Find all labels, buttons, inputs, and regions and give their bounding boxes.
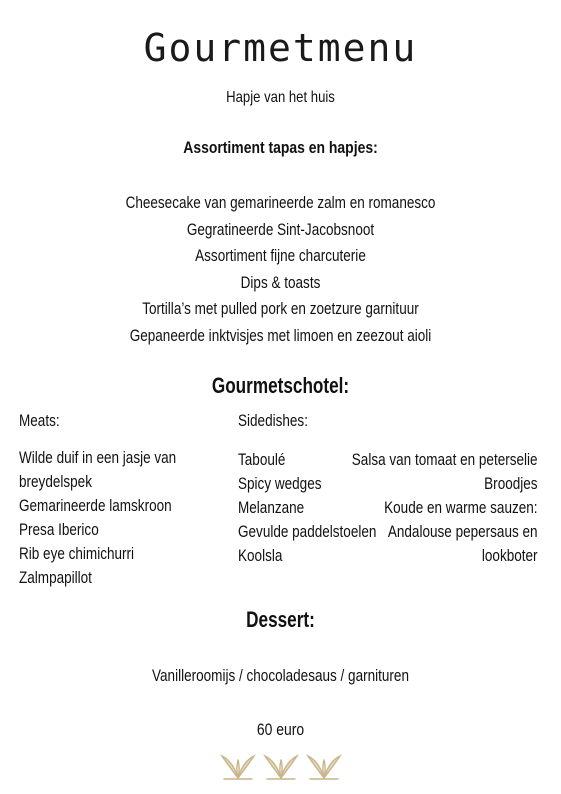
sidedish-item: Spicy wedges — [238, 475, 322, 493]
sidedishes-label: Sidedishes: — [238, 412, 308, 430]
sidedish-item: Broodjes — [484, 475, 538, 493]
sidedish-item: Taboulé — [238, 451, 286, 469]
meat-item: Zalmpapillot — [19, 569, 92, 587]
tapas-item: Assortiment fijne charcuterie — [195, 247, 366, 265]
meat-item: Gemarineerde lamskroon — [19, 497, 172, 515]
meat-item: Rib eye chimichurri — [19, 545, 135, 563]
gourmet-heading: Gourmetschotel: — [211, 373, 350, 398]
meats-label: Meats: — [19, 412, 60, 430]
leaf-ornament-icon — [220, 752, 342, 782]
leaf-ornament-1 — [222, 756, 254, 779]
meats-list — [19, 446, 208, 590]
tapas-item: Gepaneerde inktvisjes met limoen en zeezout aioli — [129, 326, 432, 345]
menu-title: Gourmetmenu — [143, 26, 418, 70]
sidedish-item: lookboter — [482, 547, 538, 565]
sidedish-item: Melanzane — [238, 499, 305, 517]
tapas-list — [0, 190, 561, 349]
tapas-item: Gegratineerde Sint-Jacobsnoot — [186, 220, 375, 239]
menu-price: 60 euro — [256, 720, 305, 739]
sidedish-item: Gevulde paddelstoelen — [238, 523, 377, 541]
tapas-item: Tortilla’s met pulled pork en zoetzure garnituur — [142, 300, 419, 318]
meat-item: Presa Iberico — [19, 521, 99, 539]
dessert-description: Vanilleroomijs / chocoladesaus / garnituren — [152, 667, 409, 685]
sidedish-item: Andalouse pepersaus en — [388, 523, 538, 541]
sidedish-item: Koolsla — [238, 547, 283, 565]
leaf-ornament-3 — [308, 756, 340, 779]
dessert-heading: Dessert: — [246, 607, 315, 632]
leaf-ornament-2 — [265, 756, 297, 779]
tapas-heading: Assortiment tapas en hapjes: — [183, 138, 378, 157]
meat-item: Wilde duif in een jasje van breydelspek — [19, 449, 177, 491]
sidedish-item: Salsa van tomaat en peterselie — [352, 451, 538, 469]
sidedish-item: Koude en warme sauzen: — [384, 499, 538, 517]
house-appetizer-line: Hapje van het huis — [226, 89, 335, 106]
tapas-item: Cheesecake van gemarineerde zalm en romanesco — [125, 194, 436, 212]
tapas-item: Dips & toasts — [240, 273, 321, 292]
sidedishes-list-right — [352, 448, 538, 568]
